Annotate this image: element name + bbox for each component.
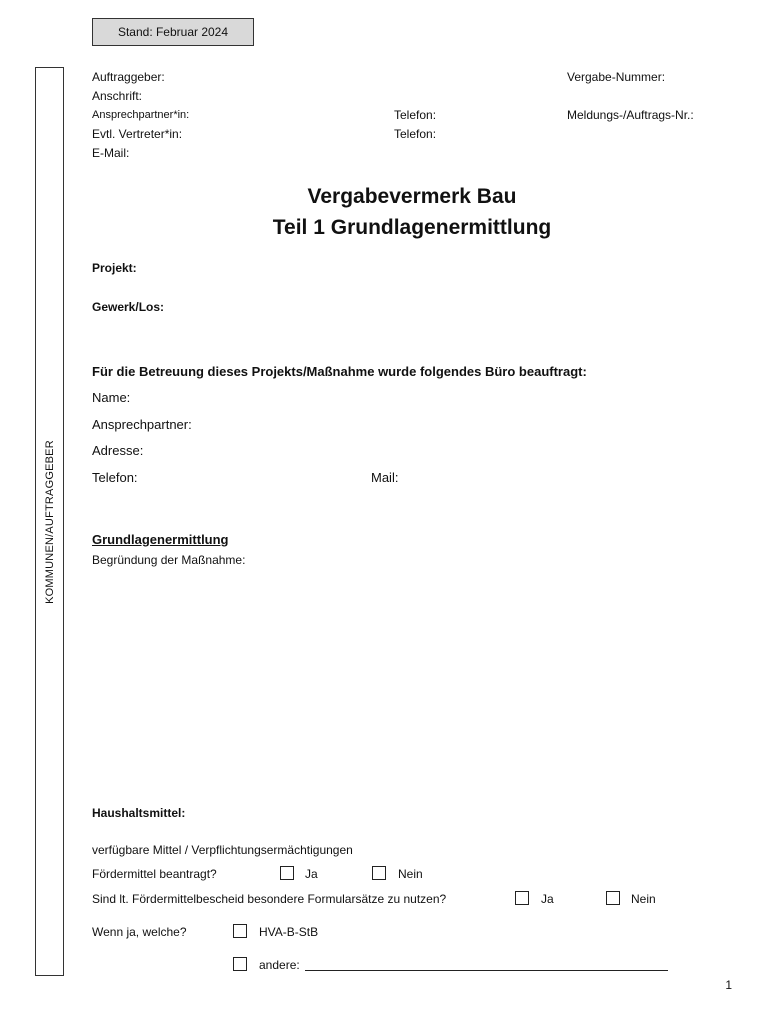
hva-label: HVA-B-StB	[259, 925, 319, 939]
telefon-label-1: Telefon:	[394, 108, 437, 122]
buero-adresse-label: Adresse:	[92, 443, 144, 458]
buero-heading: Für die Betreuung dieses Projekts/Maßnahme wurde folgendes Büro beauftragt:	[92, 364, 587, 379]
wenn-ja-label: Wenn ja, welche?	[92, 925, 187, 939]
formular-question: Sind lt. Fördermittelbescheid besondere Formularsätze zu nutzen?	[92, 892, 447, 906]
foerdermittel-nein-checkbox[interactable]	[372, 866, 386, 880]
buero-ansprechpartner-label: Ansprechpartner:	[92, 417, 192, 432]
gewerk-label: Gewerk/Los:	[92, 300, 165, 314]
sidebar-label: KOMMUNEN/AUFTRAGGEBER	[43, 439, 56, 604]
title-line-2: Teil 1 Grundlagenermittlung	[272, 216, 552, 239]
formular-nein-checkbox[interactable]	[606, 891, 620, 905]
verfuegbar-label: verfügbare Mittel / Verpflichtungsermächtigungen	[92, 843, 353, 857]
meldungs-nr-label: Meldungs-/Auftrags-Nr.:	[567, 108, 694, 122]
hva-checkbox[interactable]	[233, 924, 247, 938]
vergabe-nummer-label: Vergabe-Nummer:	[567, 70, 666, 84]
begruendung-label: Begründung der Maßnahme:	[92, 553, 246, 567]
foerdermittel-ja-label: Ja	[305, 867, 318, 881]
foerdermittel-ja-checkbox[interactable]	[280, 866, 294, 880]
buero-mail-label: Mail:	[371, 470, 399, 485]
sidebar-panel	[35, 67, 64, 976]
buero-name-label: Name:	[92, 390, 131, 405]
grundlagen-heading: Grundlagenermittlung	[92, 532, 229, 547]
formular-ja-label: Ja	[541, 892, 554, 906]
anschrift-label: Anschrift:	[92, 89, 143, 103]
formular-ja-checkbox[interactable]	[515, 891, 529, 905]
telefon-label-2: Telefon:	[394, 127, 437, 141]
email-label: E-Mail:	[92, 146, 130, 160]
buero-telefon-label: Telefon:	[92, 470, 138, 485]
stand-date-box	[92, 18, 254, 46]
andere-checkbox[interactable]	[233, 957, 247, 971]
formular-nein-label: Nein	[631, 892, 656, 906]
projekt-label: Projekt:	[92, 261, 137, 275]
andere-label: andere:	[259, 958, 300, 972]
page-number: 1	[725, 978, 732, 992]
haushalt-heading: Haushaltsmittel:	[92, 806, 186, 820]
ansprechpartner-label: Ansprechpartner*in:	[92, 109, 190, 121]
foerdermittel-nein-label: Nein	[398, 867, 423, 881]
stand-date-label: Stand: Februar 2024	[117, 25, 229, 39]
vertreter-label: Evtl. Vertreter*in:	[92, 127, 183, 141]
auftraggeber-label: Auftraggeber:	[92, 70, 165, 84]
title-line-1: Vergabevermerk Bau	[307, 185, 517, 208]
foerdermittel-question: Fördermittel beantragt?	[92, 867, 217, 881]
andere-input-line[interactable]	[305, 970, 668, 971]
